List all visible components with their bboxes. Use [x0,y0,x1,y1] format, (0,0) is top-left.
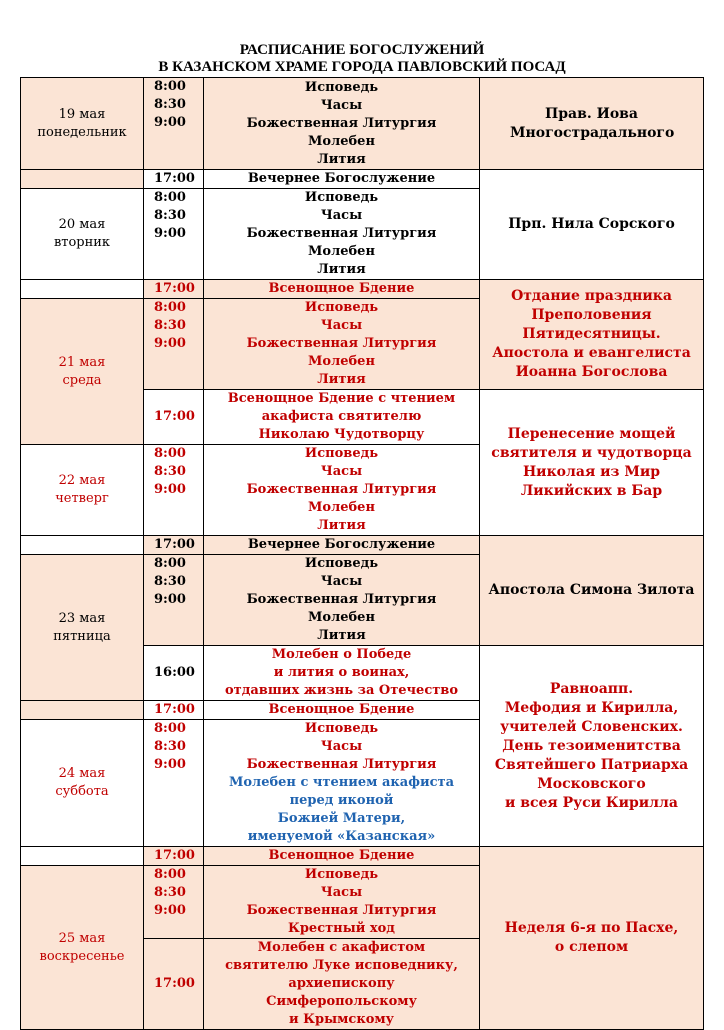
feast-line: Перенесение мощей [507,425,676,442]
day-cell [21,555,144,701]
service-item: Божественная Литургия [246,482,437,497]
table-row [21,78,704,170]
time-cell [144,445,204,536]
service-item: именуемой «Казанская» [247,829,436,844]
service-item: Молебен [308,500,375,515]
time-value: 8:00 [154,721,186,736]
time-value: 8:30 [154,464,186,479]
service-item: Вечернее Богослужение [204,170,480,189]
day-cell [21,445,144,536]
service-item: Крестный ход [288,921,395,936]
service-cell [204,189,480,280]
service-item: Исповедь [304,446,379,461]
service-item: акафиста святителю [261,409,422,424]
day-weekday: пятница [53,628,111,644]
schedule-title-line1: РАСПИСАНИЕ БОГОСЛУЖЕНИЙ [239,42,485,58]
service-cell [204,390,480,445]
time-value: 9:00 [154,592,186,607]
service-item: Исповедь [304,300,379,315]
time-value: 8:30 [154,318,186,333]
service-item: Исповедь [304,556,379,571]
service-cell [204,445,480,536]
service-item: Молебен о Победе [271,647,412,662]
time-value: 17:00 [144,390,204,445]
time-cell [144,555,204,646]
service-cell [204,866,480,939]
day-weekday: вторник [53,235,111,250]
feast-cell [480,78,704,170]
day-date: 22 мая [58,473,106,488]
service-item: и лития о воинах, [273,665,410,680]
feast-line: Мефодия и Кирилла, [504,699,679,716]
feast-line: Отдание праздника [511,288,672,304]
service-cell [204,78,480,170]
service-item: Божией Матери, [277,811,406,826]
table-row [21,280,704,299]
day-weekday: воскресенье [39,948,125,964]
day-cell [21,78,144,170]
time-value: 17:00 [144,170,204,189]
feast-line: Неделя 6-я по Пасхе, [504,920,679,936]
service-cell [204,299,480,390]
service-item: Всенощное Бдение [204,847,480,866]
service-item: Часы [320,739,363,754]
feast-line: Ликийских в Бар [520,482,663,499]
day-cell [21,847,144,866]
service-item: Исповедь [304,190,379,205]
time-value: 17:00 [144,847,204,866]
service-item: Божественная Литургия [246,336,437,351]
service-item: Божественная Литургия [246,903,437,918]
service-cell [204,555,480,646]
time-value: 8:00 [154,556,186,571]
feast-line: Святейшего Патриарха [494,756,689,773]
service-item: Исповедь [304,867,379,882]
service-item: Молебен с акафистом [257,940,426,955]
table-row [21,847,704,866]
feast-line: учителей Словенских. [500,718,683,735]
service-item: Лития [317,372,366,387]
service-item: Божественная Литургия [246,226,437,241]
feast-line: и всея Руси Кирилла [504,794,678,811]
time-value: 8:00 [154,79,186,94]
service-item: Николаю Чудотворцу [258,427,425,442]
time-value: 17:00 [144,280,204,299]
day-weekday: суббота [55,784,109,799]
time-value: 16:00 [144,646,204,701]
time-value: 17:00 [144,536,204,555]
feast-line: Иоанна Богослова [515,364,668,380]
service-cell [204,939,480,1030]
service-item: Часы [320,464,363,479]
schedule-title-line2: В КАЗАНСКОМ ХРАМЕ ГОРОДА ПАВЛОВСКИЙ ПОСАД [158,59,566,75]
service-item: Молебен [308,610,375,625]
feast-line: Пятидесятницы. [522,326,661,342]
service-item: Часы [320,318,363,333]
service-item: Лития [317,518,366,533]
time-value: 8:30 [154,208,186,223]
day-weekday: четверг [55,491,109,506]
time-value: 17:00 [144,701,204,720]
time-cell [144,299,204,390]
service-item: Вечернее Богослужение [204,536,480,555]
service-cell [204,720,480,847]
feast-line: День тезоименитства [502,737,681,754]
service-item: Всенощное Бдение [204,280,480,299]
service-item: Часы [320,574,363,589]
day-cell [21,189,144,280]
time-value: 8:30 [154,739,186,754]
time-cell [144,866,204,939]
feast-name: Прп. Нила Сорского [508,216,675,232]
day-cell [21,170,144,189]
service-item: Лития [317,262,366,277]
feast-line: Равноапп. [549,680,634,697]
service-item: Исповедь [304,721,379,736]
service-cell [204,646,480,701]
feast-line: Николая из Мир [522,463,661,480]
service-item: Всенощное Бдение [204,701,480,720]
service-item: Молебен [308,354,375,369]
feast-line: Московского [537,775,646,792]
time-value: 9:00 [154,757,186,772]
service-item: Молебен [308,133,375,149]
day-cell [21,536,144,555]
feast-name: Прав. Иова Многострадального [510,105,675,141]
day-cell [21,280,144,299]
service-item: Исповедь [304,79,379,95]
service-item: и Крымскому [289,1012,394,1027]
service-item: отдавших жизнь за Отечество [224,683,459,698]
time-value: 8:00 [154,446,186,461]
service-item: Божественная Литургия [246,592,437,607]
service-item: Симферопольскому [266,994,417,1009]
time-cell [144,78,204,170]
time-value: 17:00 [144,939,204,1030]
feast-cell [480,170,704,280]
day-cell [21,701,144,720]
service-item: Божественная Литургия [246,115,437,131]
table-row [21,170,704,189]
day-cell [21,720,144,847]
feast-name: Апостола Симона Зилота [488,582,695,598]
service-item: перед иконой [289,793,394,808]
day-date: 23 мая [58,610,106,626]
day-cell [21,299,144,445]
feast-cell [480,536,704,646]
time-value: 9:00 [154,115,186,130]
feast-cell [480,390,704,536]
table-row [21,536,704,555]
feast-line: Преполовения [531,307,652,323]
service-item: Часы [320,97,363,113]
service-item: Всенощное Бдение с чтением [227,391,456,406]
feast-cell [480,847,704,1030]
feast-line: святителя и чудотворца [491,444,692,461]
time-value: 8:30 [154,574,186,589]
time-value: 9:00 [154,903,186,918]
time-cell [144,720,204,847]
feast-cell [480,280,704,390]
time-value: 8:30 [154,885,186,900]
service-item: Часы [320,885,363,900]
feast-cell [480,646,704,847]
service-item: Часы [320,208,363,223]
service-item: святителю Луке исповеднику, [225,958,458,973]
service-item: Молебен с чтением акафиста [228,775,454,790]
day-cell [21,866,144,1030]
day-date: 21 мая [58,354,106,370]
day-weekday: среда [62,372,102,388]
day-date: 19 мая [58,106,106,122]
time-value: 8:00 [154,190,186,205]
time-value: 9:00 [154,336,186,351]
day-date: 25 мая [58,930,106,946]
feast-line: о слепом [554,939,629,955]
time-cell [144,189,204,280]
schedule-table [20,77,704,1030]
time-value: 8:00 [154,867,186,882]
feast-line: Апостола и евангелиста [492,345,691,361]
service-item: Лития [317,628,366,643]
day-date: 24 мая [58,766,106,781]
service-item: Божественная Литургия [246,757,437,772]
service-item: Лития [317,151,366,167]
time-value: 9:00 [154,226,186,241]
time-value: 8:00 [154,300,186,315]
service-item: Молебен [308,244,375,259]
day-date: 20 мая [58,217,106,232]
time-value: 9:00 [154,482,186,497]
day-weekday: понедельник [37,124,127,140]
service-item: архиепископу [288,976,395,991]
time-value: 8:30 [154,97,186,112]
